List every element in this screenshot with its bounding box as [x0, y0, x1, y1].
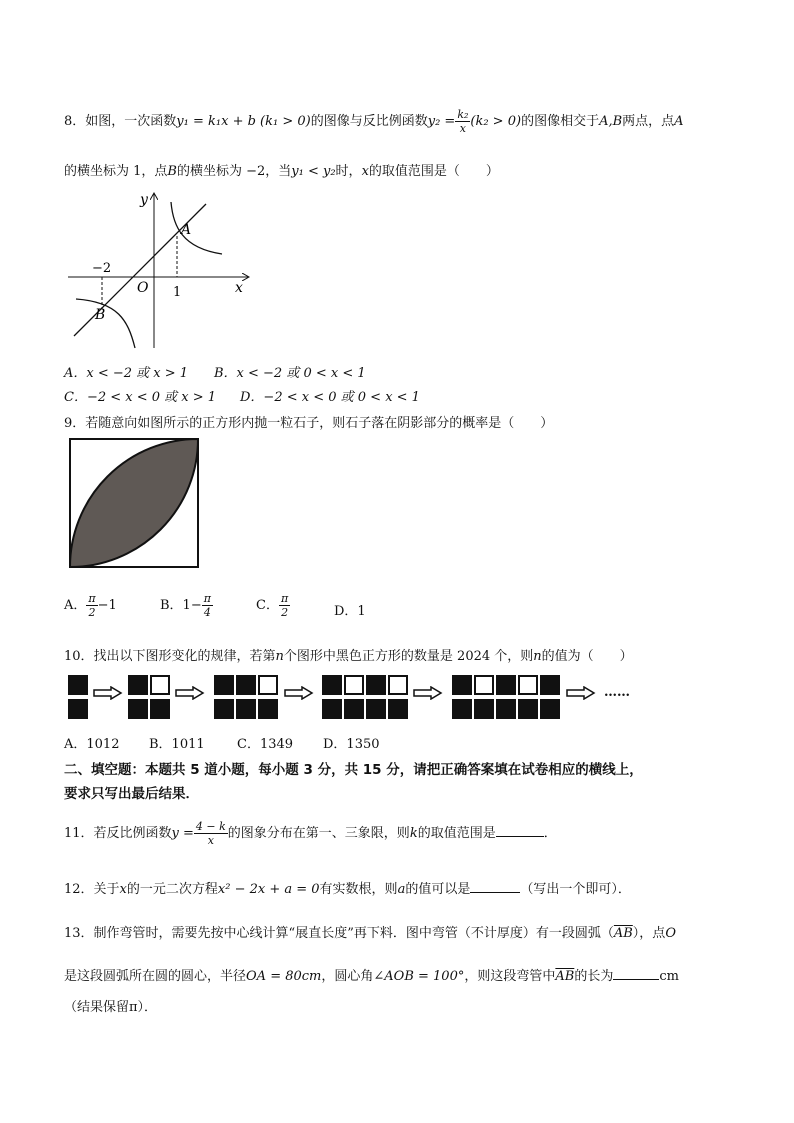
section2-heading-line1: 二、填空题：本题共 5 道小题，每小题 3 分，共 15 分，请把正确答案填在试卷相应的横线上， — [64, 762, 643, 778]
fraction-num: π — [88, 592, 96, 605]
q8-option-d[interactable]: D．−2 < x < 0 或 0 < x < 1 — [240, 390, 420, 405]
option-fraction — [86, 592, 97, 619]
q8-text: 的图像相交于 — [521, 114, 600, 129]
arrow-icon — [175, 686, 205, 700]
black-square — [540, 699, 560, 719]
q8-func2-num: k₂ — [457, 108, 469, 121]
white-square — [344, 675, 364, 695]
black-square — [366, 699, 386, 719]
q13-radius: OA = 80cm — [246, 969, 322, 984]
q8-func2-cond: (k₂ > 0) — [470, 114, 522, 129]
black-square — [496, 675, 516, 695]
q9-text: 9．若随意向如图所示的正方形内抛一粒石子，则石子落在阴影部分的概率是（ ） — [64, 416, 554, 431]
q12-var-a: a — [397, 882, 406, 897]
q10-option-c[interactable]: C．1349 — [237, 737, 294, 752]
black-square — [214, 699, 234, 719]
fraction-num: π — [203, 592, 211, 605]
option-tail: −1 — [97, 598, 117, 613]
q8-func2-den: x — [459, 122, 466, 135]
tick-1-label: 1 — [173, 285, 182, 300]
white-square — [388, 675, 408, 695]
q12-var-x: x — [119, 882, 127, 897]
black-square — [366, 675, 386, 695]
black-square — [452, 675, 472, 695]
white-square — [150, 675, 170, 695]
q9-option-a[interactable] — [64, 592, 117, 619]
q12-text-part: （写出一个即可）． — [520, 882, 631, 897]
q9-option-b[interactable] — [160, 592, 213, 619]
hyperbola-branch-q3 — [76, 299, 135, 348]
black-square — [322, 699, 342, 719]
option-fraction — [202, 592, 213, 619]
black-square — [128, 699, 148, 719]
fraction-den: 2 — [88, 606, 96, 619]
black-square — [68, 699, 88, 719]
black-square — [518, 699, 538, 719]
q13-text-part: ，圆心角 — [321, 969, 374, 984]
option-label: C． — [256, 598, 279, 613]
black-square — [452, 699, 472, 719]
fraction-den: 2 — [281, 606, 289, 619]
black-square — [388, 699, 408, 719]
black-square — [344, 699, 364, 719]
x-axis-label: x — [235, 280, 243, 296]
q12-text-part: 的值可以是 — [405, 882, 471, 897]
q10-option-b[interactable]: B．1011 — [149, 737, 205, 752]
white-square — [258, 675, 278, 695]
section2-heading-line2: 要求只写出最后结果． — [64, 786, 199, 802]
q8-condition: y₁ < y₂ — [291, 164, 336, 179]
q11-answer-blank[interactable] — [496, 824, 544, 837]
q11-text-part: 11．若反比例函数 — [64, 826, 172, 841]
y-axis-label: y — [140, 192, 148, 208]
q8-func2-fraction — [455, 108, 470, 135]
black-square — [322, 675, 342, 695]
q12-text-part: 有实数根，则 — [319, 882, 398, 897]
q12-text-part: 12．关于 — [64, 882, 120, 897]
q9-square-figure — [68, 437, 204, 571]
q10-text — [64, 645, 633, 664]
arrow-icon — [413, 686, 443, 700]
q10-text-part: 10．找出以下图形变化的规律，若第 — [64, 649, 276, 664]
arrow-icon — [566, 686, 596, 700]
ellipsis: …… — [604, 685, 630, 700]
white-square — [518, 675, 538, 695]
q8-func2-lhs: y₂ = — [427, 114, 456, 129]
q8-text: 的取值范围是（ ） — [368, 164, 499, 179]
tick-neg2-label: −2 — [92, 261, 112, 276]
q8-text: 的横坐标为 1，点 — [64, 164, 168, 179]
q13-line2 — [64, 965, 679, 984]
q13-unit: cm — [659, 969, 679, 984]
q13-angle: ∠AOB = 100° — [373, 969, 465, 984]
q12-text-part: 的一元二次方程 — [126, 882, 218, 897]
fraction-den: 4 — [203, 606, 211, 619]
q12-answer-blank[interactable] — [470, 880, 520, 893]
q8-line2 — [64, 160, 499, 179]
q10-text-part: 个图形中黑色正方形的数量是 2024 个，则 — [283, 649, 534, 664]
q8-option-a[interactable]: A．x < −2 或 x > 1 — [64, 366, 189, 381]
q11-text — [64, 820, 557, 847]
q10-var-n: n — [275, 649, 284, 664]
q8-option-b[interactable]: B．x < −2 或 0 < x < 1 — [214, 366, 366, 381]
q10-option-d[interactable]: D．1350 — [323, 737, 380, 752]
q12-text — [64, 878, 631, 897]
q11-fraction — [194, 820, 228, 847]
point-b-label: B — [95, 307, 106, 323]
black-square — [236, 675, 256, 695]
hyperbola-branch-q1 — [171, 202, 222, 254]
black-square — [128, 675, 148, 695]
q9-option-d[interactable]: D．1 — [334, 604, 366, 619]
q13-answer-blank[interactable] — [613, 967, 659, 980]
q8-point-a: A — [674, 114, 684, 129]
fraction-den: x — [207, 834, 214, 847]
q13-line1 — [64, 922, 676, 941]
option-label: A． — [64, 598, 87, 613]
black-square — [258, 699, 278, 719]
q11-text-part: ． — [543, 826, 557, 841]
q13-text-part: 是这段圆弧所在圆的圆心，半径 — [64, 969, 247, 984]
q9-option-c[interactable] — [256, 592, 290, 619]
q13-arc-ab: $\overline{AB}$ — [613, 926, 633, 941]
black-square — [214, 675, 234, 695]
q8-graph — [60, 188, 260, 356]
q13-text-part: ），点 — [632, 926, 666, 941]
option-label: B．1− — [160, 598, 202, 613]
q8-number: 8． — [64, 114, 86, 129]
option-fraction — [279, 592, 290, 619]
q13-point-o: O — [665, 926, 676, 941]
origin-label: O — [137, 280, 149, 296]
q8-text: 的横坐标为 −2，当 — [176, 164, 292, 179]
q11-var-k: k — [409, 826, 418, 841]
q8-text: 的图像与反比例函数 — [310, 114, 428, 129]
q10-option-a[interactable]: A．1012 — [64, 737, 120, 752]
q10-var-n: n — [533, 649, 542, 664]
black-square — [540, 675, 560, 695]
arrow-icon — [93, 686, 123, 700]
black-square — [496, 699, 516, 719]
arrow-icon — [284, 686, 314, 700]
q8-point-b: B — [167, 164, 177, 179]
black-square — [474, 699, 494, 719]
q8-line1 — [64, 108, 684, 135]
q13-text-part: ，则这段弯管中 — [464, 969, 556, 984]
q13-text-part: 的长为 — [574, 969, 614, 984]
q8-var-x: x — [361, 164, 369, 179]
black-square — [150, 699, 170, 719]
black-square — [236, 699, 256, 719]
q11-text-part: 的图象分布在第一、三象限，则 — [227, 826, 410, 841]
white-square — [474, 675, 494, 695]
q8-func1: y₁ = k₁x + b (k₁ > 0) — [176, 114, 311, 129]
q8-text: 两点，点 — [622, 114, 675, 129]
fraction-num: π — [280, 592, 289, 605]
q8-option-c[interactable]: C．−2 < x < 0 或 x > 1 — [64, 390, 217, 405]
q8-text: 如图，一次函数 — [85, 114, 177, 129]
fraction-num: 4 − k — [195, 820, 226, 833]
q12-equation: x² − 2x + a = 0 — [217, 882, 320, 897]
q8-text: 时， — [335, 164, 362, 179]
q10-text-part: 的值为（ ） — [541, 649, 633, 664]
q13-arc-ab: $\overline{AB}$ — [555, 969, 575, 984]
q8-points: A,B — [599, 114, 623, 129]
q11-lhs: y = — [171, 826, 194, 841]
q13-text-part: 13．制作弯管时，需要先按中心线计算“展直长度”再下料．图中弯管（不计厚度）有一段圆弧（ — [64, 926, 614, 941]
point-a-label: A — [181, 222, 192, 238]
black-square — [68, 675, 88, 695]
q13-line3: （结果保留π）． — [64, 1000, 158, 1015]
q11-text-part: 的取值范围是 — [417, 826, 496, 841]
